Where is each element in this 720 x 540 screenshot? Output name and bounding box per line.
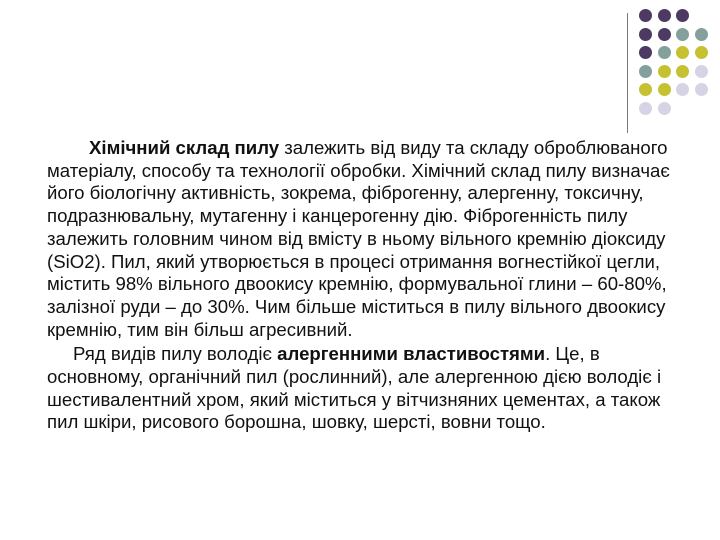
decorative-dot — [695, 83, 708, 96]
decorative-dot — [695, 28, 708, 41]
decorative-dot — [639, 83, 652, 96]
paragraph-2-lead: Ряд видів пилу володіє — [73, 343, 278, 365]
paragraph-2-bold: алергенними властивостями — [277, 343, 546, 365]
decorative-dot — [658, 65, 671, 78]
decorative-dot — [639, 9, 652, 22]
decorative-dot-grid — [637, 7, 720, 119]
decorative-dot — [639, 65, 652, 78]
decorative-dot — [639, 46, 652, 59]
decorative-dot — [639, 28, 652, 41]
paragraph-2-text: . Це, в основному, органічний пил (рослинний), але алергенною дією володіє і шестивалентний хром, який міститься у вітчизняних цементах, а також пил шкіри, рисового борошна, шовку, шерсті, вовни тощо. — [47, 343, 662, 433]
paragraph-chemical-composition — [47, 137, 689, 341]
decorative-dot — [676, 83, 689, 96]
paragraph-1-text: залежить від виду та складу оброблюваного матеріалу, способу та технології обробки. Хімічний склад пилу визначає його біологічну активність, зокрема, фіброгенну, алергенну, токсичну, подразнювальну, мутагенну і канцерогенну дію. Фіброгенність пилу залежить головним чином від вмісту в ньому вільного кремнію діоксиду (SiO2). Пил, який утворюється в процесі отримання вогнестійкої цегли, містить 98% вільного двоокису кремнію, формувальної глини – 60-80%, залізної руди – до 30%. Чим більше міститься в пилу вільного двоокису кремнію, тим він більш агресивний. — [47, 137, 670, 340]
decorative-dot — [695, 46, 708, 59]
paragraph-allergenic-properties — [47, 343, 689, 434]
vertical-divider — [627, 13, 628, 133]
slide-body-text — [47, 137, 689, 436]
paragraph-1-bold-lead: Хімічний склад пилу — [89, 137, 280, 158]
decorative-dot — [658, 28, 671, 41]
decorative-dot — [676, 46, 689, 59]
decorative-dot — [658, 102, 671, 115]
decorative-dot — [676, 9, 689, 22]
decorative-dot — [658, 46, 671, 59]
decorative-dot — [658, 9, 671, 22]
decorative-dot — [676, 28, 689, 41]
decorative-dot — [676, 65, 689, 78]
decorative-dot — [695, 65, 708, 78]
decorative-dot — [639, 102, 652, 115]
decorative-dot — [658, 83, 671, 96]
